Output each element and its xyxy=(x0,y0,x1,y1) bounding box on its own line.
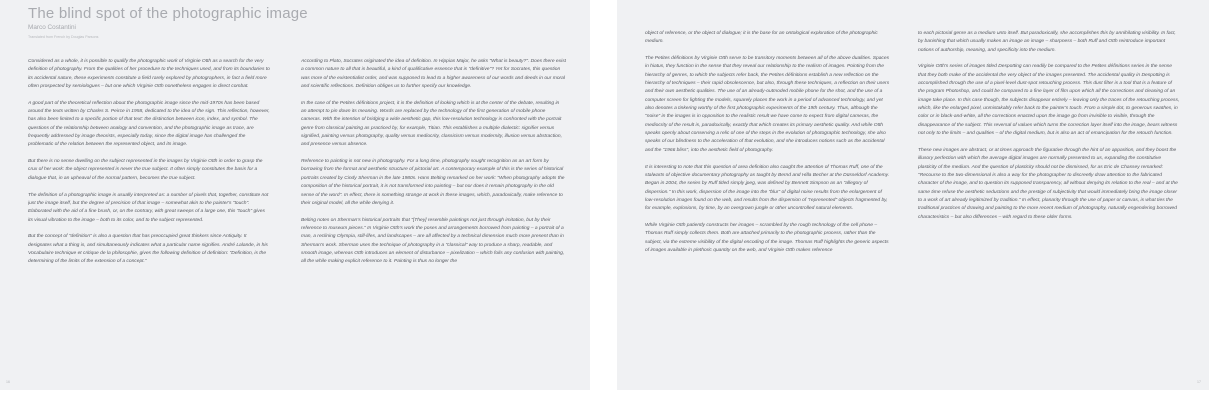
paragraph: Considered as a whole, it is possible to qualify the photographic work of Virginie Otth as a search for the very definition of photography. From the qualities of her procedure to the techniques used, and from its boundaries to its accidental nature, these experiments constitute a field rarely explored by photographers, in fact a field more often prospected by semiologues – but one which Virginie Otth nonetheless engages in direct combat. xyxy=(28,59,270,90)
left-page-column-2 xyxy=(301,58,566,384)
paragraph: According to Plato, Socrates originated the idea of definition. In Hippias Major, he asks "What is beauty?". Does there exist a common nature to all that is beautiful, a kind of qualificative essence that is "definitive"? Yet for Socrates, this question was more of the existentialist order, and was supposed to lead to a higher awareness of our words and deeds in our moral and scientific reflections. Definition obliges us to further specify our knowledge. xyxy=(301,59,566,90)
page-number-left: 16 xyxy=(6,380,10,384)
right-page-column-1 xyxy=(645,30,891,380)
paragraph: While Virginie Otth patiently constructs her images – scrambled by the rough technology of the cell phone – Thomas Ruff simply collects them. Both are attached primarily to the photographic process, rather than the subject, via the extreme visibility of the digital encoding of the image. Thomas Ruff highlights the generic aspects of images available in plethoric quantity on the web, and Virginie Otth makes reference xyxy=(645,222,889,253)
translation-credit: Translated from French by Douglas Parsons xyxy=(28,35,99,39)
paragraph: to each pictorial genre as a medium unto itself. But paradoxically, she accomplishes this by annihilating visibility. In fact, by banishing that which usually makes an image an image – sharpness – both Ruff and Otth reintroduce important notions of authorship, meaning, and specificity into the medium. xyxy=(918,31,1176,53)
page-number-right: 17 xyxy=(1197,380,1201,384)
paragraph: object of reference, or the object of dialogue; it is the base for an ontological exploration of the photographic medium. xyxy=(645,31,878,45)
paragraph: A good part of the theoretical reflection about the photographic image since the mid-1970s has been based around the texts written by Charles S. Peirce in 1958, dedicated to the idea of the sign. This reflection, however, has also been limited to a specific portion of that text: the distinction between icon, index, and symbol. The questions of the relationship between analogy and convention, and the photographic image as trace, are frequently addressed by image theorists, especially today, since the digital image has challenged the problematic of the relation between the represented object, and its image. xyxy=(28,100,270,148)
paragraph: It is interesting to note that this question of area definition also caught the attention of Thomas Ruff, one of the stalwarts of objective documentary photography as taught by Bernd and Hilla Becher at the Düsseldorf Academy. Began in 2004, the series by Ruff titled simply jpeg, was defined by Bennett Simpson as an "allegory of dispersion." In this work, dispersion of the image into the "blur" of digital noise results from the enlargement of low-resolution images found on the web, and results from the dispersion of "represented" objects fragmented by, for example, explosions, by time, by an overgrown jungle or other uncontrolled natural elements. xyxy=(645,164,890,212)
left-page-column-1 xyxy=(28,58,271,376)
paragraph: These new images are abstract, or at times approach the figurative through the hint of an apparition, and they boost the illusory perfection with which the average digital images are normally presented to us, expanding the constitutive plasticity of the medium. And the question of plasticity should not be dismissed, for as Eric de Chassey remarked: "Recourse to the two-dimensional is also a way for the photographer to discreetly draw attention to the fabricated character of the image, and to question its supposed transparency, all without denying its relation to the real – and at the same time refuse the aesthetic seductions and the prestige of subjectivity that would immediately bring the image closer to a work of art already legitimized by tradition." In effect, planarity through the use of paper or canvas, is what ties the traditional practices of drawing and painting to the more recent medium of photography, naturally engendering borrowed characteristics – but also differences – with regard to these older forms. xyxy=(918,147,1178,220)
paragraph: Reference to painting is not new in photography. For a long time, photography sought recognition as an art form by borrowing from the format and aesthetic structure of pictorial art. A contemporary example of this is the series of historical portraits created by Cindy Sherman in the late 1980s. Hans Belting remarked on her work: "When photography adopts the composition of the historical portrait, it is not transformed into painting – but nor does it remain photography in the old sense of the word". In effect, there is something strange at work in these images, which, paradoxically, make reference to their original model, all the while denying it. xyxy=(301,159,565,206)
paragraph: The definition of a photographic image is usually interpreted as: a number of pixels that, together, constitute not just the image itself, but the degree of precision of that image – somewhat akin to the painter's "touch". Elaborated with the aid of a fine brush, or, on the contrary, with great sweeps of a large one, this "touch" gives its visual vibration to the image – both to its color, and to the subject represented. xyxy=(28,192,269,223)
paragraph: In the case of the Petites définitions project, it is the definition of looking which is at the center of the debate, resulting in an attempt to pin down its meaning. Words are replaced by the technology of the first generation of mobile phone cameras. With the intention of bridging a wide aesthetic gap, this low-resolution technology is confronted with the portrait genre from classical painting as practiced by, for example, Titian. This establishes a multiple dialectic: signifier versus signified, painting versus photography, quality versus mediocrity, classicism versus modernity, illusion versus abstraction, and presence versus absence. xyxy=(301,100,562,148)
paragraph: But there is no sense dwelling on the subject represented in the images by Virginie Otth in order to grasp the crux of her work: the object represented is never the true subject. It often simply constitutes the basis for a dialogue that, in an upheaval of the normal pattern, becomes the true subject. xyxy=(28,159,263,181)
paragraph: The Petites définitions by Virginie Otth serve to be transitory moments between all of the above dualities. Spaces in hiatus, they function in the sense that they reveal our relationship to the realism of images. Pointing from the hierarchy of genres, to which the subjects refer back, the Petites définitions establish a new reflection on the hierarchy of techniques – their rapid obsolescence, but also, through these techniques, a reflection on their users and their own aesthetic qualities. The use of an already-outmoded mobile phone for the shot, and the use of a computer screen for lighting the models, squarely places the work in a period of advanced technology, and yet also denotes a tinkering worthy of the first photographic experiments of the 19th century. Thus, although the "noise" in the images is in opposition to the realistic result we have come to expect from digital cameras, the mediocrity of the result is, paradoxically, exactly that which creates its primary aesthetic quality. And while Otth speaks openly about conserving a relic of one of the steps in the evolution of photographic technology, she also speaks of our blindness to the acceleration of that evolution, and she introduces notions such as the accidental and the "1966 bliss", into the aesthetic field of photography. xyxy=(645,56,890,153)
article-author: Marco Costantini xyxy=(28,24,76,31)
paragraph: Belting notes on Sherman's historical portraits that "[They] resemble paintings not just through imitation, but by their reference to museum pieces." In Virginie Otth's work the poses and arrangements borrowed from painting – a portrait of a man, a reclining Olympia, still-lifes, and landscapes – are all affected by a technical dimension much more present than in Sherman's work. Sherman uses the technique of photography in a "classical" way to produce a sharp, readable, and smooth image, whereas Otth introduces an element of disturbance – pixelization – which foils any confusion with painting, all the while making explicit reference to it. Painting is thus no longer the xyxy=(301,217,565,265)
left-page xyxy=(0,0,590,390)
right-page-column-2 xyxy=(918,30,1180,380)
right-page xyxy=(617,0,1209,390)
paragraph: Virginie Otth's series of images titled Despotting can readily be compared to the Petites définitions series in the sense that they both make of the accidental the very object of the images presented. The accidental quality in Despotting is accomplished through the use of a pixel-level dust-spot retouching process. This dust filter is a tool that is a feature of the program Photoshop, and could be compared to a fine layer of film upon which all the corrections and cleaning of an image take place. In this case though, the subjects disappear entirely – leaving only the traces of the retouching process, which, like the enlarged pixel, unmistakably refer back to the painter's touch. From a simple dot, to generous swathes, in color or in black-and-white, all the corrections enacted upon the image go from invisible to visible, through the disappearance of the subject. This reversal of values which turns the correction layer itself into the image, bears witness not only to the limits – and qualities – of the digital medium, but is also an act of emancipation for the retouch function. xyxy=(918,64,1180,137)
paragraph: But the concept of "definition" is also a question that has preoccupied great thinkers since Antiquity. It designates what a thing is, and simultaneously indicates what a particular name signifies. André Lalande, in his Vocabulaire technique et critique de la philosophie, gives the following definition of definition: "Definition, is the determining of the limits of the extension of a concept." xyxy=(28,234,268,265)
article-title: The blind spot of the photographic image xyxy=(28,5,308,22)
